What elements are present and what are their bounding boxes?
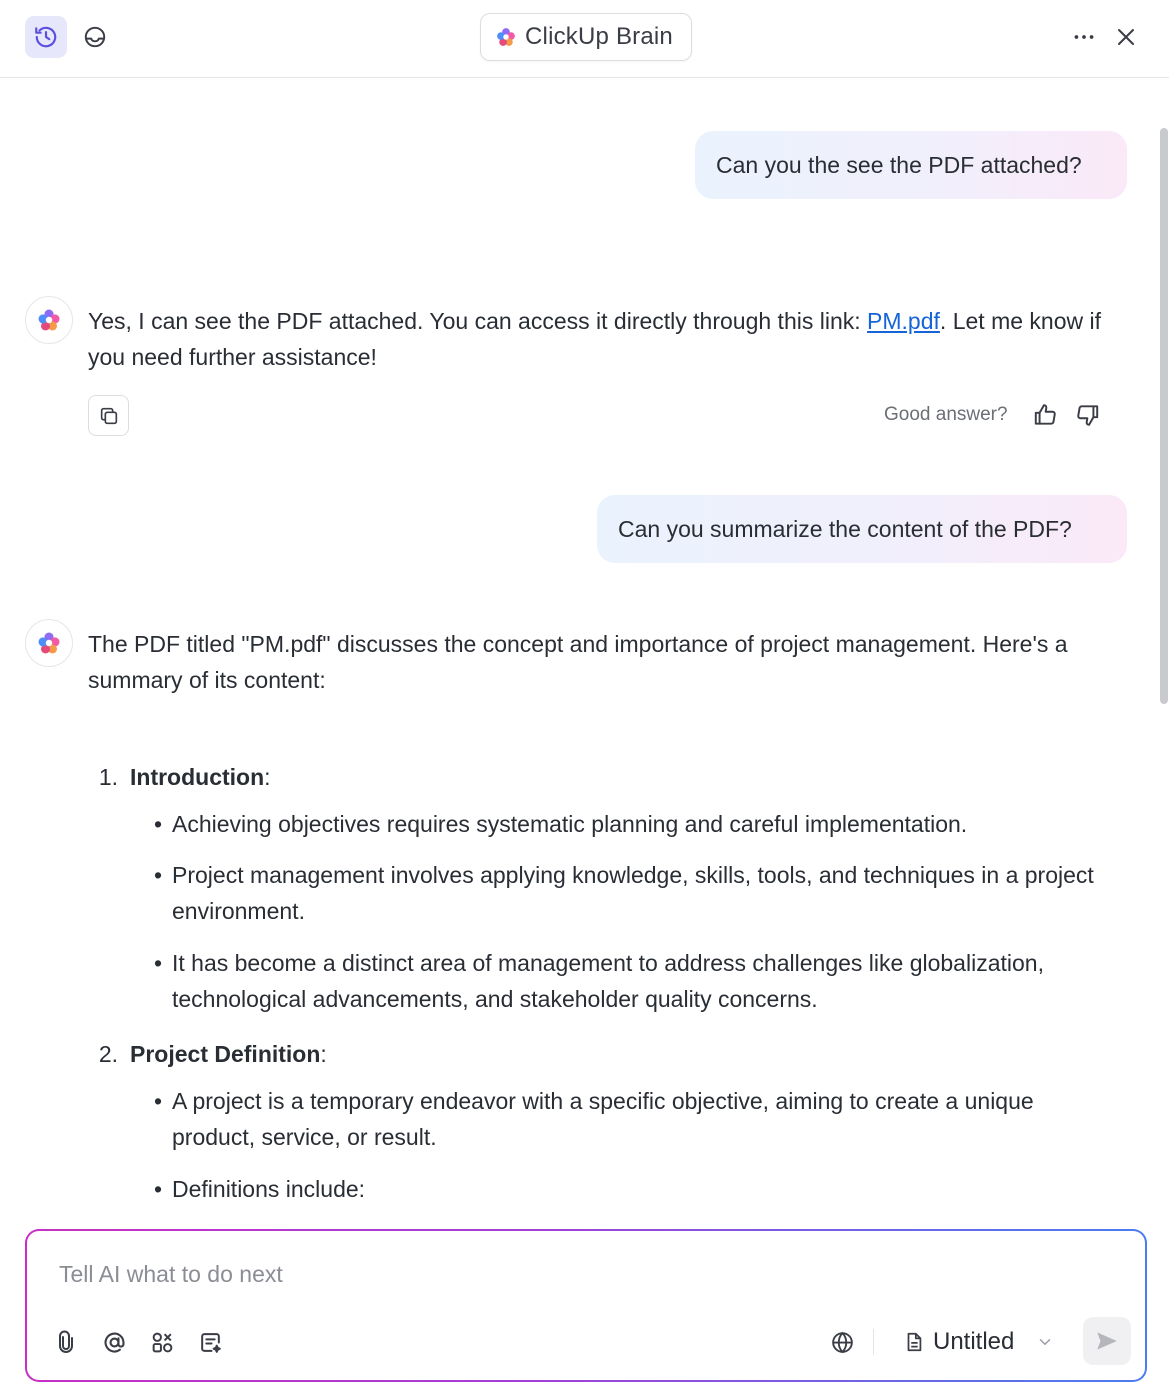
user-message: Can you the see the PDF attached? (695, 131, 1127, 199)
notes-sparkle-icon (198, 1330, 223, 1355)
document-selector[interactable] (903, 1323, 1054, 1361)
brain-logo-icon (36, 307, 62, 333)
section-suffix: : (264, 764, 271, 790)
ai-message-text: Yes, I can see the PDF attached. You can access it directly through this link: (88, 308, 868, 334)
thumbs-down-button[interactable] (1073, 400, 1103, 430)
list-item: • A project is a temporary endeavor with a specific objective, aiming to create a unique product, service, or result. (154, 1088, 1034, 1150)
document-icon (903, 1331, 925, 1353)
at-sign-icon (102, 1330, 127, 1355)
send-button[interactable] (1083, 1317, 1131, 1365)
section-number: 2. (98, 1041, 118, 1067)
inbox-icon (82, 24, 108, 50)
paperclip-icon (54, 1330, 78, 1354)
thumbs-up-button[interactable] (1030, 400, 1060, 430)
brain-logo-icon (495, 26, 517, 48)
list-item-text: Definitions include: (172, 1176, 366, 1202)
ai-message-intro: The PDF titled "PM.pdf" discusses the concept and importance of project management. Here's a summary of its content: (88, 631, 1068, 693)
list-item-text: Achieving objectives requires systematic planning and careful implementation. (172, 811, 968, 837)
history-icon (33, 24, 59, 50)
tools-icon (150, 1330, 175, 1355)
user-message: Can you summarize the content of the PDF? (597, 495, 1127, 563)
ai-avatar (25, 296, 73, 344)
copy-button[interactable] (88, 395, 129, 436)
document-name: Untitled (933, 1328, 1015, 1355)
more-options-button[interactable] (1063, 16, 1105, 58)
list-item: • Project management involves applying knowledge, skills, tools, and techniques in a project environment. (154, 862, 1094, 924)
feedback-label: Good answer? (884, 404, 1008, 425)
globe-icon (830, 1330, 855, 1355)
section-title: Introduction (130, 764, 265, 790)
composer-body (27, 1231, 1145, 1380)
header (0, 0, 1169, 78)
list-item: • It has become a distinct area of management to address challenges like globalization, technological advancements, and stakeholder quality concerns. (154, 950, 1044, 1012)
list-item-text: A project is a temporary endeavor with a specific objective, aiming to create a unique product, service, or result. (172, 1088, 1034, 1150)
more-icon (1071, 24, 1097, 50)
list-item-text: It has become a distinct area of management to address challenges like globalization, technological advancements, and stakeholder quality concerns. (172, 950, 1044, 1012)
ai-avatar (25, 619, 73, 667)
prompt-input[interactable] (59, 1258, 819, 1290)
composer (25, 1229, 1147, 1382)
section-title: Project Definition (130, 1041, 321, 1067)
section-suffix: : (320, 1041, 327, 1067)
list-item: • Definitions include: (154, 1176, 366, 1202)
divider (873, 1329, 874, 1355)
list-item: • Achieving objectives requires systematic planning and careful implementation. (154, 811, 968, 837)
list-section-heading (88, 1041, 327, 1068)
history-button[interactable] (25, 16, 67, 58)
copy-icon (98, 405, 120, 427)
send-icon (1094, 1328, 1120, 1354)
close-icon (1114, 25, 1138, 49)
section-number: 1. (98, 764, 118, 790)
scrollbar-thumb[interactable] (1160, 128, 1168, 704)
brain-title-pill[interactable] (480, 13, 692, 61)
list-section-heading (88, 764, 271, 791)
list-item-text: Project management involves applying knowledge, skills, tools, and techniques in a project environment. (172, 862, 1094, 924)
chevron-down-icon (1036, 1333, 1054, 1351)
web-search-toggle[interactable] (827, 1327, 857, 1357)
notes-button[interactable] (195, 1327, 225, 1357)
page-title: ClickUp Brain (525, 23, 673, 50)
thumbs-down-icon (1075, 402, 1101, 428)
ai-message-text: . Let me know if you need further assistance! (88, 308, 1101, 370)
ai-message (88, 303, 1118, 375)
thumbs-up-icon (1032, 402, 1058, 428)
inbox-button[interactable] (74, 16, 116, 58)
mention-button[interactable] (99, 1327, 129, 1357)
close-button[interactable] (1105, 16, 1147, 58)
pdf-link[interactable]: PM.pdf (867, 308, 940, 334)
tools-button[interactable] (147, 1327, 177, 1357)
brain-logo-icon (36, 630, 62, 656)
attach-button[interactable] (51, 1327, 81, 1357)
